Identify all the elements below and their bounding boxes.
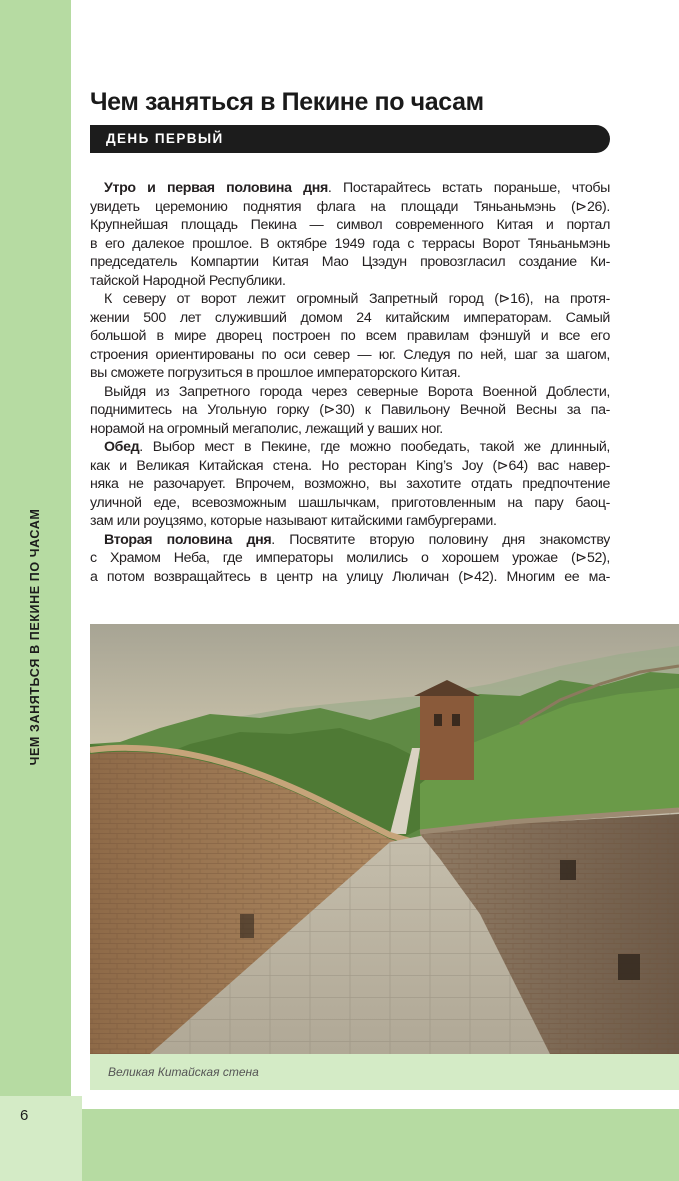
subheading-afternoon: Вторая половина дня — [104, 531, 272, 548]
photo-illustration — [90, 624, 679, 1054]
text-line: Утро и первая половина дня. Постарайтесь встать пораньше, чтобы — [104, 180, 610, 196]
sidebar-chapter-label: ЧЕМ ЗАНЯТЬСЯ В ПЕКИНЕ ПО ЧАСАМ — [28, 508, 42, 766]
text-line: тайской Народной Республики. — [90, 272, 286, 289]
text-line: уличной еде, всевозможным шашлычкам, приготовленным на пару баоц- — [90, 494, 610, 511]
text-line: жении 500 лет служивший домом 24 китайским императорам. Самый — [90, 309, 610, 326]
text-line: Выйдя из Запретного города через северные Ворота Военной Доблести, — [104, 383, 610, 400]
text-line: норамой на огромный мегаполис, лежащий у ваших ног. — [90, 420, 443, 437]
text-line: с Храмом Неба, где императоры молились о хорошем урожае (⊳52), — [90, 550, 610, 566]
text-line: в его далекое прошлое. В октябре 1949 года с террасы Ворот Тяньаньмэнь — [90, 235, 610, 252]
text-line: увидеть церемонию поднятия флага на площади Тяньаньмэнь (⊳26). — [90, 198, 610, 215]
text-line: няка не разочарует. Впрочем, возможно, вы захотите отдать предпочтение — [90, 476, 610, 492]
text-line: зам или роуцзямо, которые называют китайскими гамбургерами. — [90, 513, 497, 529]
page-number: 6 — [20, 1107, 29, 1124]
subheading-lunch: Обед — [104, 439, 140, 455]
photo-caption: Великая Китайская стена — [108, 1065, 259, 1079]
text-line: Крупнейшая площадь Пекина — символ современного Китая и портал — [90, 217, 610, 233]
page-title: Чем заняться в Пекине по часам — [90, 88, 484, 116]
text-line: как и Великая Китайская стена. Но ресторан King’s Joy (⊳64) вас навер- — [90, 457, 610, 474]
text-line: строения ориентированы по оси север — юг. Следуя по ней, шаг за шагом, — [90, 346, 610, 363]
text-line: поднимитесь на Угольную горку (⊳30) к Павильону Вечной Весны за па- — [90, 402, 610, 418]
subheading-morning: Утро и первая половина дня — [104, 180, 328, 196]
page-number-box — [0, 1096, 82, 1181]
text-line: Обед. Выбор мест в Пекине, где можно пообедать, такой же длинный, — [104, 439, 610, 455]
text-line: а потом возвращайтесь в центр на улицу Люличан (⊳42). Многим ее ма- — [90, 568, 610, 585]
text-line: Вторая половина дня. Посвятите вторую половину дня знакомству — [104, 531, 610, 548]
section-heading: ДЕНЬ ПЕРВЫЙ — [106, 131, 224, 146]
text-line: вы сможете погрузиться в прошлое императорского Китая. — [90, 365, 461, 381]
text-line: председатель Компартии Китая Мао Цзэдун провозгласил создание Ки- — [90, 254, 610, 270]
text-line: К северу от ворот лежит огромный Запретный город (⊳16), на протя- — [104, 291, 610, 307]
text-line: большой в мире дворец построен по всем правилам фэншуй и все его — [90, 328, 610, 344]
article-body — [90, 179, 610, 586]
photo-caption-bar — [90, 1054, 679, 1090]
great-wall-photo — [90, 624, 679, 1054]
section-bar — [90, 125, 610, 153]
bottom-band — [82, 1109, 679, 1181]
